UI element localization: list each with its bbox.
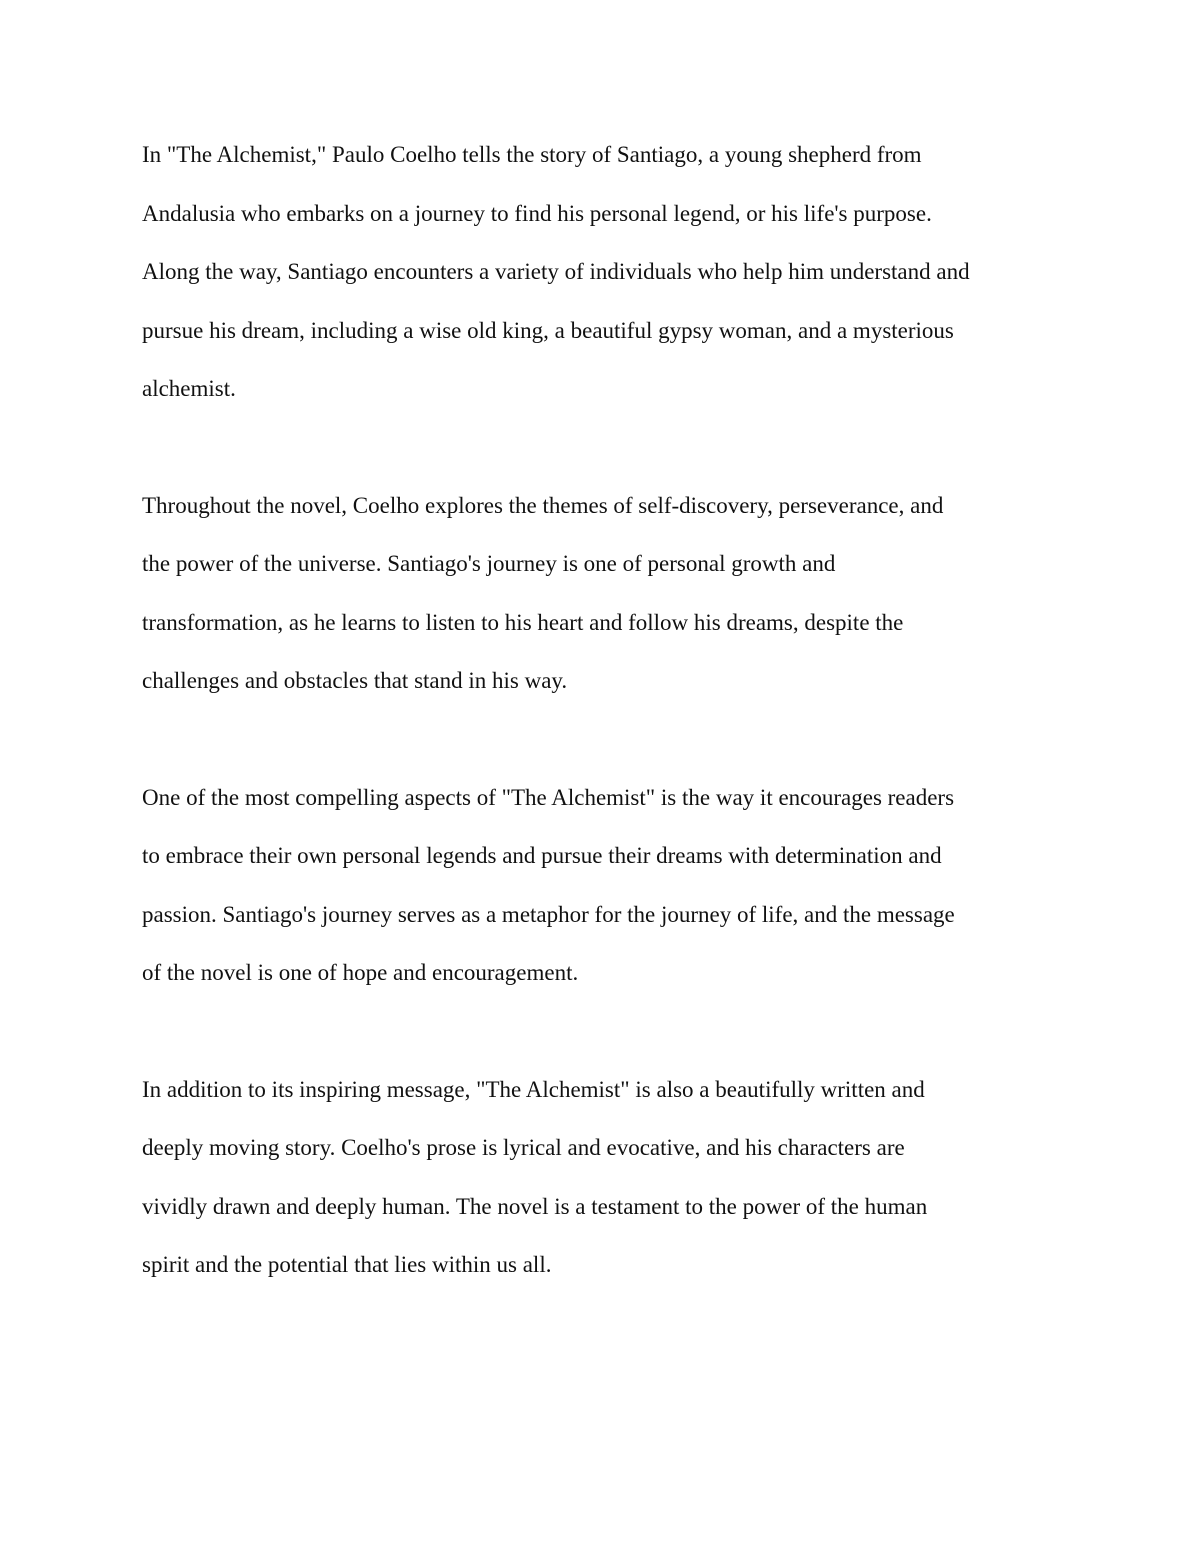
paragraph-intro: In "The Alchemist," Paulo Coelho tells the story of Santiago, a young shepherd from Andalusia who embarks on a journey to find his personal legend, or his life's purpose. Along the way, Santiago encounters a variety of individuals who help him understand and pursue his dream, including a wise old king, a beautiful gypsy woman, and a mysterious alchemist. [142,142,970,401]
paragraph-themes: Throughout the novel, Coelho explores the themes of self-discovery, perseverance, and the power of the universe. Santiago's journey is one of personal growth and transformation, as he learns to listen to his heart and follow his dreams, despite the challenges and obstacles that stand in his way. [142,492,944,693]
paragraph-conclusion: In addition to its inspiring message, "The Alchemist" is also a beautifully written and deeply moving story. Coelho's prose is lyrical and evocative, and his characters are vividly drawn and deeply human. The novel is a testament to the power of the human spirit and the potential that lies within us all. [142,1076,928,1277]
document-body [142,126,1072,1353]
paragraph-compelling-aspects: One of the most compelling aspects of "The Alchemist" is the way it encourages readers to embrace their own personal legends and pursue their dreams with determination and passion. Santiago's journey serves as a metaphor for the journey of life, and the message of the novel is one of hope and encouragement. [142,784,955,985]
